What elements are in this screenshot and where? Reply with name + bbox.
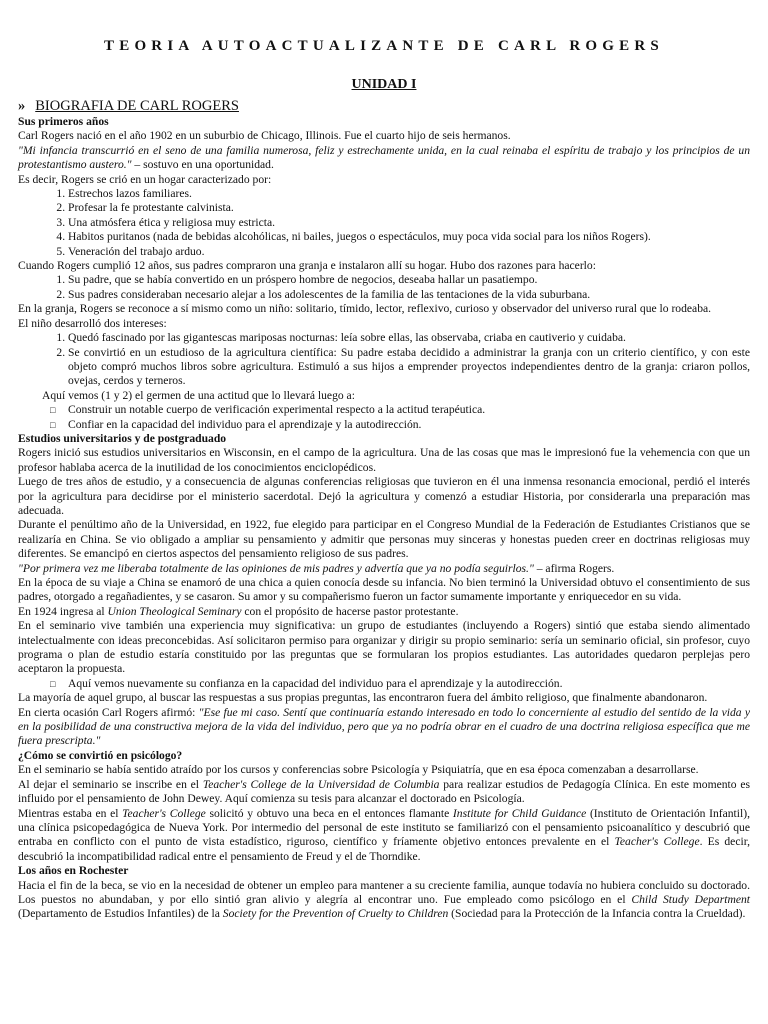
list-item: □ Confiar en la capacidad del individuo para el aprendizaje y la autodirección. — [68, 418, 750, 432]
paragraph: El niño desarrolló dos intereses: — [18, 316, 167, 330]
college-name: Teacher's College de la Universidad de Columbia — [202, 777, 440, 791]
college-name: Teacher's College — [614, 835, 700, 849]
list-item: 1. Su padre, que se había convertido en un próspero hombre de negocios, deseaba hallar un pasatiempo. — [68, 273, 750, 287]
text-run: . Es decir, descubrió la incompatibilidad radical entre el pensamiento de Freud y el de Thorndike. — [18, 835, 750, 863]
quote-attribution: – sostuvo en una oportunidad. — [131, 158, 274, 172]
college-name: Teacher's College — [122, 806, 206, 820]
paragraph — [18, 778, 750, 807]
square-bullet-list — [18, 403, 750, 432]
quote: "Mi infancia transcurrió en el seno de una familia numerosa, feliz y estrechamente unida, en la cual reinaba el espíritu de trabajo y los principios de un protestantismo austero." — [18, 143, 750, 172]
text-run: En 1924 ingresa al — [18, 604, 108, 618]
paragraph: En la época de su viaje a China se enamoró de una chica a quien conocía desde su infancia. No bien terminó la Universidad obtuvo el consentimiento de sus padres, otorgado a regañadientes, y se casaron. Su amor y su compañerismo fueron un factor sumamente importante y enriquecedor en su vida. — [18, 576, 750, 604]
text-run: Hacia el fin de la beca, se vio en la necesidad de obtener un empleo para mantener a su creciente familia, aunque todavía no hubiera concluido su doctorado. Los puestos no abundaban, y por ello sintió gran alivio y alegría al encontrar uno. Fue empleado como psicólogo en el — [18, 878, 750, 906]
biography-heading — [18, 98, 750, 115]
list-item: 5. Veneración del trabajo arduo. — [68, 245, 750, 259]
quote: "Ese fue mi caso. Sentí que continuaría estando interesado en todo lo concerniente al estudio del sentido de la vida y en la posibilidad de una constructiva mejora de la vida del individuo, pero que ya no podría obrar en el cuadro de una doctrina religiosa específica que me fuera prescripta." — [18, 705, 750, 748]
list-item: 2. Sus padres consideraban necesario alejar a los adolescentes de la familia de las tentaciones de la vida suburbana. — [68, 288, 750, 302]
text-run: (Instituto de Orientación Infantil), una clínica psicopedagógica de Nueva York. Por intermedio del personal de este instituto se familiarizó con el pensamiento psicoanalítico y descubrió que entraba en conflicto con el punto de vista estadístico, riguroso, científico y fríamente objetivo entonces prevalente en el — [18, 806, 750, 849]
seminary-name: Union Theological Seminary — [107, 604, 242, 618]
text-run: (Sociedad para la Protección de la Infancia contra la Crueldad). — [448, 907, 746, 921]
list-item: 2. Se convirtió en un estudioso de la agricultura científica: Su padre estaba decidido a administrar la granja con un criterio científico, y con este objeto compró muchos libros sobre agricultura. Estimuló a sus hijos a emprender proyectos independientes dentro de la granja: criaron pollos, ovejas, cerdos y terneros. — [68, 346, 750, 389]
paragraph: Rogers inició sus estudios universitarios en Wisconsin, en el campo de la agricultura. Una de las cosas que mas le impresionó fue la vehemencia con que un profesor hablaba acerca de la inutilidad de los conocimientos enciclopédicos. — [18, 446, 750, 474]
department-name: Child Study Department — [631, 892, 750, 906]
list-item: 1. Estrechos lazos familiares. — [68, 187, 750, 201]
paragraph: Aquí vemos (1 y 2) el germen de una actitud que lo llevará luego a: — [42, 388, 355, 402]
section-heading-early-years: Sus primeros años — [18, 115, 109, 128]
biography-title: BIOGRAFIA DE CARL ROGERS — [35, 98, 239, 114]
text-run: Al dejar el seminario se inscribe en el — [18, 777, 203, 791]
paragraph: En la granja, Rogers se reconoce a sí mismo como un niño: solitario, tímido, lector, reflexivo, curioso y observador del universo rural que lo rodeaba. — [18, 302, 712, 316]
quote-attribution: – afirma Rogers. — [533, 561, 615, 575]
text-run: para realizar estudios de Pedagogía Clínica. En este momento es influido por el pensamiento de John Dewey. Aquí comienza su tesis para alcanzar el doctorado en Psicología. — [18, 777, 750, 806]
numbered-list-home — [18, 187, 750, 259]
text-run: Mientras estaba en el — [18, 806, 123, 820]
paragraph: Carl Rogers nació en el año 1902 en un suburbio de Chicago, Illinois. Fue el cuarto hijo de seis hermanos. — [18, 129, 511, 143]
quote-paragraph — [18, 144, 750, 173]
paragraph — [18, 605, 750, 619]
text-run: solicitó y obtuvo una beca en el entonces flamante — [205, 806, 453, 820]
list-item: 1. Quedó fascinado por las gigantescas mariposas nocturnas: leía sobre ellas, las observaba, criaba en cautiverio y cuidaba. — [68, 331, 750, 345]
quote-paragraph — [18, 562, 750, 576]
institute-name: Institute for Child Guidance — [452, 806, 587, 820]
text-run: con el propósito de hacerse pastor protestante. — [241, 604, 459, 618]
paragraph: Cuando Rogers cumplió 12 años, sus padres compraron una granja e instalaron allí su hogar. Hubo dos razones para hacerlo: — [18, 259, 596, 273]
text-run: En cierta ocasión Carl Rogers afirmó: — [18, 705, 199, 719]
paragraph — [18, 807, 750, 865]
paragraph — [18, 879, 750, 922]
unit-heading: UNIDAD I — [351, 77, 417, 92]
list-item: 2. Profesar la fe protestante calvinista. — [68, 201, 750, 215]
paragraph: En el seminario se había sentido atraído por los cursos y conferencias sobre Psicología y Psiquiatría, que en esa época comenzaban a desarrollarse. — [18, 763, 699, 777]
quote-paragraph — [18, 706, 750, 749]
paragraph: Luego de tres años de estudio, y a consecuencia de algunas conferencias religiosas que tuvieron en él una inmensa resonancia emocional, perdió el interés por la agricultura para decidirse por el ministerio sacerdotal. Dejó la agricultura y comenzó a estudiar Historia, por considerarla una preparación mas adecuada. — [18, 475, 750, 517]
document-title: TEORIA AUTOACTUALIZANTE DE CARL ROGERS — [104, 38, 664, 54]
list-item: □ Aquí vemos nuevamente su confianza en la capacidad del individuo para el aprendizaje y la autodirección. — [68, 677, 750, 691]
square-bullet-list — [18, 677, 750, 691]
paragraph: Es decir, Rogers se crió en un hogar caracterizado por: — [18, 172, 272, 186]
list-item: 3. Una atmósfera ética y religiosa muy estricta. — [68, 216, 750, 230]
paragraph: Durante el penúltimo año de la Universidad, en 1922, fue elegido para participar en el Congreso Mundial de la Federación de Estudiantes Cristianos que se realizaría en China. Se vio obligado a ampliar su pensamiento y admitir que personas muy sinceras y honestas pueden creer en doctrinas religiosas muy diferentes. Se emancipó en ciertos aspectos del pensamiento religioso de sus padres. — [18, 518, 750, 561]
quote: "Por primera vez me liberaba totalmente de las opiniones de mis padres y advertía que ya no podía seguirlos." — [18, 561, 534, 575]
section-heading-psychologist: ¿Cómo se convirtió en psicólogo? — [18, 748, 183, 762]
text-run: (Departamento de Estudios Infantiles) de la — [18, 907, 223, 921]
paragraph: La mayoría de aquel grupo, al buscar las respuestas a sus propias preguntas, las encontraron fuera del ámbito religioso, que finalmente abandonaron. — [18, 691, 708, 705]
list-item: 4. Habitos puritanos (nada de bebidas alcohólicas, ni bailes, juegos o espectáculos, muy poca vida social para los niños Rogers). — [68, 230, 750, 244]
list-item: □ Construir un notable cuerpo de verificación experimental respecto a la actitud terapéutica. — [68, 403, 750, 417]
bullet-marker: » — [18, 98, 26, 114]
paragraph: En el seminario vive también una experiencia muy significativa: un grupo de estudiantes (incluyendo a Rogers) sintió que estaba siendo alimentado intelectualmente con ideas preconcebidas. Así solicitaron permiso para organizar y dirigir su propio seminario: sería un seminario oficial, sin profesor, cuyo programa o plan de estudio estaría constituido por las preguntas que se formularan los propios estudiantes. Las autoridades quedaron perplejas pero aceptaron la propuesta. — [18, 619, 750, 676]
society-name: Society for the Prevention of Cruelty to Children — [222, 907, 449, 921]
section-heading-university: Estudios universitarios y de postgraduado — [18, 431, 227, 445]
section-heading-rochester: Los años en Rochester — [18, 864, 129, 878]
numbered-list-reasons — [18, 273, 750, 302]
numbered-list-interests — [18, 331, 750, 389]
